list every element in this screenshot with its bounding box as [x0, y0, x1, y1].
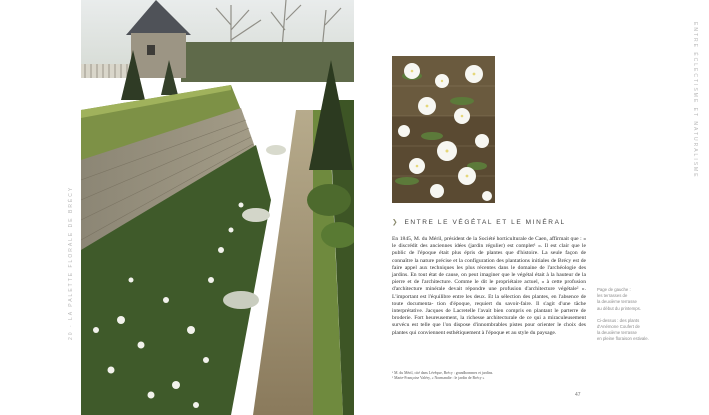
photo-captions	[597, 287, 659, 349]
body-line: En 1845, M. du Méril, président de la Société horticulturale de Caen, affirmait	[392, 236, 571, 242]
white-flowers-photo	[392, 56, 495, 203]
body-line: que le végétal était à la hauteur de la pierre et de l'architecture. Comme le dit	[392, 272, 586, 286]
chevron-icon: ❯	[392, 219, 400, 226]
body-line: tion d'époque, requiert du savoir-faire. Il s'agit d'une tâche interprétative.	[392, 300, 587, 315]
garden-terrace-photo	[81, 0, 354, 415]
caption-left-page	[597, 287, 659, 312]
body-line: Jacques de Lacretelle l'avait bien compris en plantant le parterre de broderie.	[392, 308, 586, 322]
section-heading-text: ENTRE LE VÉGÉTAL ET LE MINÉRAL	[404, 219, 566, 226]
caption-line: d'Anémone Coufert de	[597, 324, 640, 330]
footnote: ² Marie-Françoise Valéry, « Normandie : le jardin de Brécy »	[392, 376, 485, 381]
body-line: le propriétaire actuel, « à cette profusion d'architecture minérale devait	[392, 279, 586, 293]
body-text	[392, 236, 586, 337]
body-line: des plantes qui conviennent esthétiquement à l'époque et au style du paysage.	[392, 322, 586, 336]
left-running-head: 20 · LA PALETTE FLORALE DE BRÉCY	[68, 185, 74, 340]
caption-line: la deuxième terrasse	[597, 299, 637, 305]
caption-line: Page de gauche :	[597, 287, 631, 292]
caption-line: la deuxième terrasse	[597, 330, 637, 336]
body-line: que : « le discrédit des anciennes idées (jardin régulier) est complet¹ ». Il est	[392, 236, 586, 250]
body-line: clair que le public de l'époque était plus épris de plantes que d'histoire.	[392, 243, 586, 257]
body-line: La seule façon de connaître la nature précise et la configuration des plantations	[392, 250, 586, 264]
caption-line: les terrasses de	[597, 293, 628, 299]
caption-line: Ci-dessus : des plants	[597, 317, 640, 323]
page-number: 47	[575, 392, 581, 398]
caption-line: au début du printemps.	[597, 305, 641, 311]
caption-above	[597, 318, 659, 343]
body-line: domaine de l'archéologie des jardins. En tout état de cause, on peut imaginer	[392, 264, 586, 279]
caption-line: en pleine floraison estivale.	[597, 336, 649, 342]
footnotes	[392, 371, 592, 381]
footnote: ¹ M. du Méril, cité dans Lévêque, Brécy : grandhommes et jardins.	[392, 371, 494, 375]
body-line: survécu est telle que l'on dispose d'innombrables pistes pour orienter le choix	[392, 322, 579, 329]
right-running-head: ENTRE ÉCLECTISME ET NATURALISME	[692, 22, 698, 179]
body-line: entre les deux. Et la sélection des plantes, en l'absence de toute documenta-	[392, 293, 586, 307]
body-line: répondre une profusion d'architecture végétale² ». L'important est l'équilibre	[392, 286, 586, 300]
body-line: Fort heureusement, la richesse architecturale de ce qui a miraculeusement	[414, 315, 586, 322]
section-heading	[392, 218, 592, 226]
body-line: initiales de Brécy est de faire appel aux techniques les plus récentes dans le	[392, 257, 586, 271]
